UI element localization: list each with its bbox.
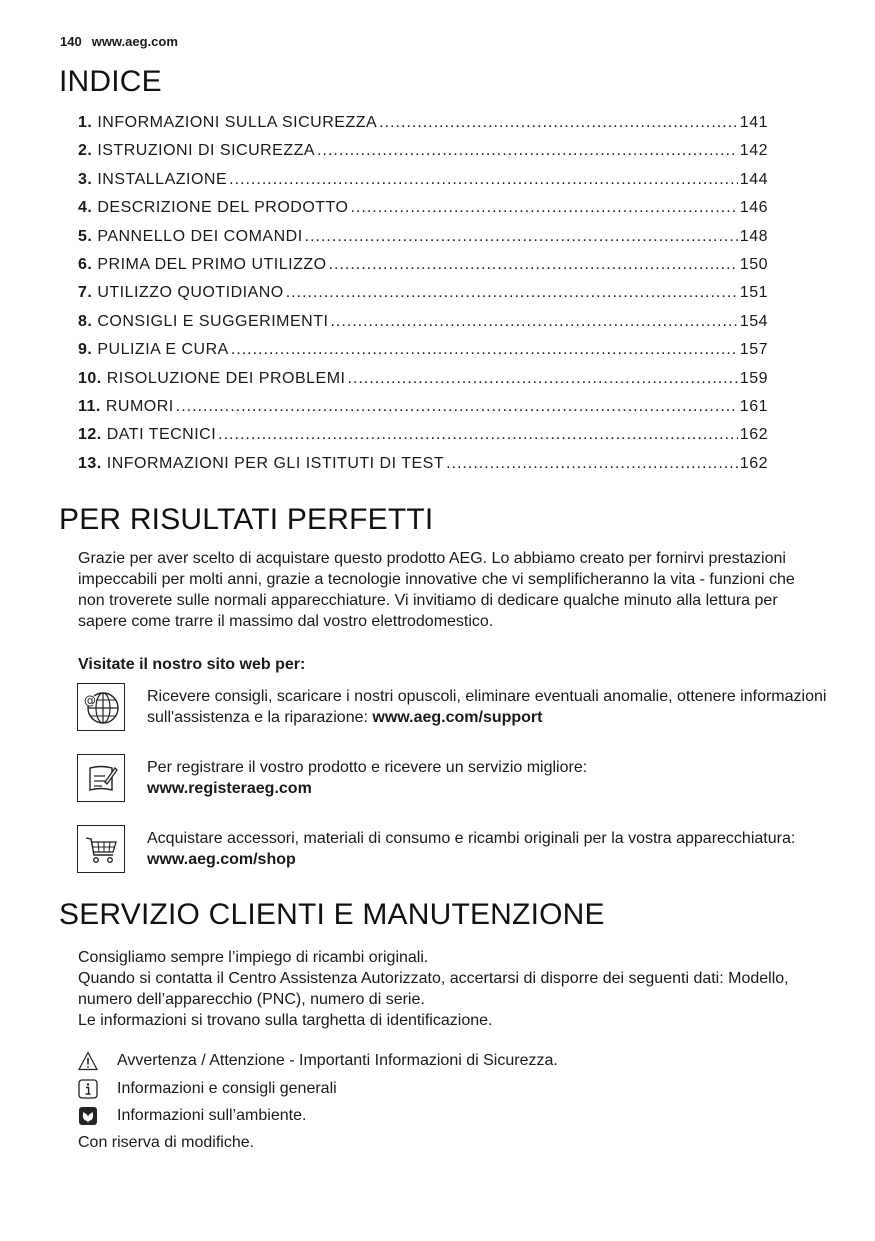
toc-item[interactable]: 11. RUMORI ..... 161 (78, 398, 768, 426)
toc-item[interactable]: 8. CONSIGLI E SUGGERIMENTI ..... 154 (78, 313, 768, 341)
environment-icon (78, 1106, 98, 1126)
footer-note: Con riserva di modifiche. (78, 1134, 255, 1151)
shop-link[interactable]: www.aeg.com/shop (147, 851, 296, 868)
service-line: Quando si contatta il Centro Assistenza Autorizzato, accertarsi di disporre dei seguenti dati: Modello, numero dell’apparecchio (PNC), numero di serie. (78, 970, 789, 1008)
web-item-text: Ricevere consigli, scaricare i nostri opuscoli, eliminare eventuali anomalie, ottenere informazioni sull'assistenza e la riparazione: www.aeg.com/support (147, 688, 827, 726)
visit-title: Visitate il nostro sito web per: (78, 656, 306, 673)
web-item-register (77, 754, 837, 806)
toc-item[interactable]: 6. PRIMA DEL PRIMO UTILIZZO ..... 150 (78, 256, 768, 284)
globe-icon (77, 683, 125, 731)
legend-info: Informazioni e consigli generali (78, 1079, 337, 1099)
cart-icon (77, 825, 125, 873)
page-header (60, 34, 178, 49)
table-of-contents (78, 114, 768, 483)
toc-item[interactable]: 2. ISTRUZIONI DI SICUREZZA ..... 142 (78, 142, 768, 170)
info-icon (78, 1079, 98, 1099)
register-icon (77, 754, 125, 802)
intro-paragraph: Grazie per aver scelto di acquistare questo prodotto AEG. Lo abbiamo creato per fornirvi prestazioni impeccabili per molti anni, grazie a tecnologie innovative che vi semplificheranno la vita - funzioni che non troverete sulle normali apparecchiature. Vi invitiamo di dedicare qualche minuto alla lettura per sapere come trarre il massimo dal vostro elettrodomestico. (78, 550, 795, 630)
toc-item[interactable]: 5. PANNELLO DEI COMANDI ..... 148 (78, 228, 768, 256)
web-item-text: Per registrare il vostro prodotto e ricevere un servizio migliore: www.registeraeg.com (147, 759, 588, 797)
service-line: Le informazioni si trovano sulla targhetta di identificazione. (78, 1012, 493, 1029)
web-item-support (77, 683, 837, 735)
web-item-shop (77, 825, 837, 877)
toc-item[interactable]: 7. UTILIZZO QUOTIDIANO ..... 151 (78, 284, 768, 312)
toc-title: INDICE (59, 65, 162, 98)
web-item-text: Acquistare accessori, materiali di consumo e ricambi originali per la vostra apparecchiatura: www.aeg.com/shop (147, 830, 796, 868)
toc-item[interactable]: 4. DESCRIZIONE DEL PRODOTTO ..... 146 (78, 199, 768, 227)
support-link[interactable]: www.aeg.com/support (372, 709, 543, 726)
section-title-servizio: SERVIZIO CLIENTI E MANUTENZIONE (59, 898, 605, 931)
toc-item[interactable]: 9. PULIZIA E CURA ..... 157 (78, 341, 768, 369)
toc-item[interactable]: 10. RISOLUZIONE DEI PROBLEMI ..... 159 (78, 370, 768, 398)
legend-warning: Avvertenza / Attenzione - Importanti Informazioni di Sicurezza. (78, 1051, 558, 1071)
warning-icon (78, 1051, 98, 1071)
header-url[interactable]: www.aeg.com (91, 34, 178, 49)
service-line: Consigliamo sempre l’impiego di ricambi originali. (78, 949, 429, 966)
page-number: 140 (60, 34, 82, 49)
toc-item[interactable]: 3. INSTALLAZIONE ..... 144 (78, 171, 768, 199)
register-link[interactable]: www.registeraeg.com (147, 780, 312, 797)
service-paragraph (78, 947, 823, 1031)
toc-item[interactable]: 1. INFORMAZIONI SULLA SICUREZZA ..... 141 (78, 114, 768, 142)
section-title-perfetti: PER RISULTATI PERFETTI (59, 503, 434, 536)
legend-environment: Informazioni sull’ambiente. (78, 1106, 306, 1126)
toc-item[interactable]: 12. DATI TECNICI ..... 162 (78, 426, 768, 454)
svg-text:@: @ (84, 693, 96, 708)
toc-item[interactable]: 13. INFORMAZIONI PER GLI ISTITUTI DI TEST ..... 162 (78, 455, 768, 483)
